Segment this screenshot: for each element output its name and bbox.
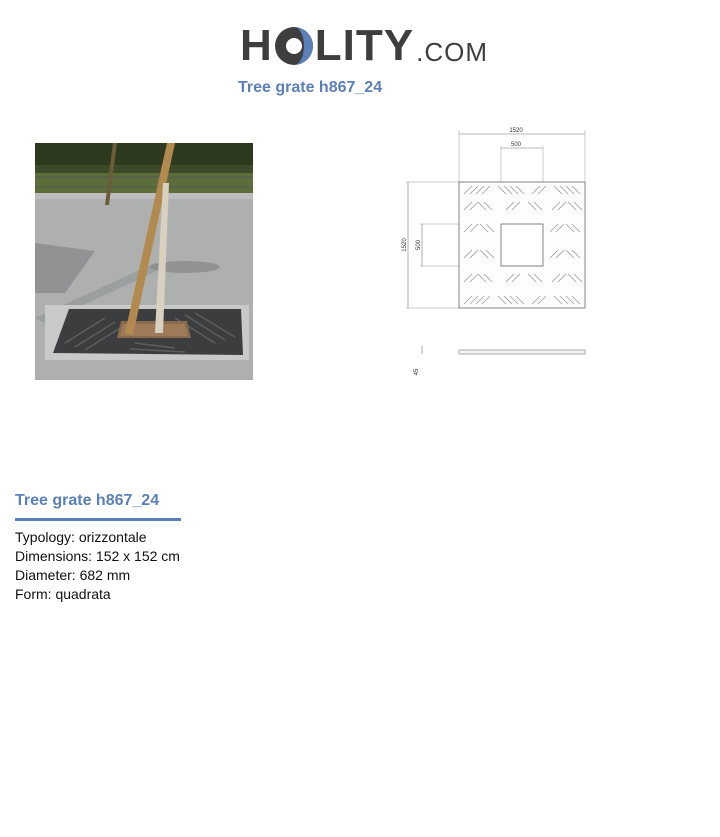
spec-dimensions — [15, 547, 180, 566]
spec-value: 152 x 152 cm — [95, 548, 180, 564]
dim-hole-height: 500 — [416, 239, 422, 251]
dim-hole-width: 500 — [510, 142, 522, 148]
spec-form — [15, 585, 180, 604]
spec-label: Form: — [15, 586, 52, 602]
product-title: Tree grate h867_24 — [238, 79, 383, 96]
logo-suffix: .COM — [416, 37, 488, 67]
spec-diameter — [15, 566, 180, 585]
details-title: Tree grate h867_24 — [15, 492, 160, 509]
dim-thickness: 45 — [414, 368, 420, 376]
dim-top-width: 1520 — [509, 128, 523, 134]
spec-typology — [15, 528, 180, 547]
spec-value: quadrata — [55, 586, 111, 602]
holity-logo[interactable] — [240, 12, 490, 68]
dim-side-height: 1520 — [402, 238, 408, 252]
spec-list — [15, 528, 180, 604]
details-divider — [15, 518, 181, 521]
product-photo — [35, 143, 253, 380]
logo-letters-before: H — [240, 21, 273, 70]
logo-o-icon — [274, 26, 314, 66]
spec-label: Dimensions: — [15, 548, 93, 564]
spec-label: Typology: — [15, 529, 75, 545]
spec-value: orizzontale — [78, 529, 147, 545]
spec-value: 682 mm — [79, 567, 131, 583]
technical-drawing — [398, 122, 598, 382]
spec-label: Diameter: — [15, 567, 76, 583]
logo-letters-after: LITY — [314, 21, 415, 70]
